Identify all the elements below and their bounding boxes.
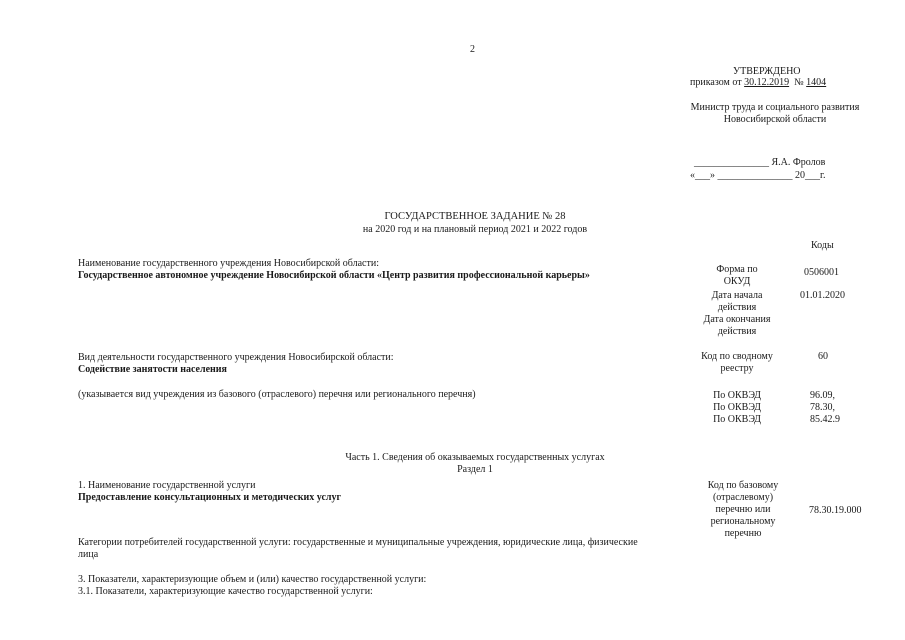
base-list-label-5: перечню: [724, 528, 762, 539]
assignment-subtitle: на 2020 год и на плановый период 2021 и 2022 годов: [362, 223, 588, 235]
okud-label-2: ОКУД: [723, 276, 751, 287]
start-date-value: 01.01.2020: [800, 290, 845, 301]
approval-order-no-prefix: №: [794, 77, 807, 88]
approval-date-line: «___» _______________ 20___г.: [690, 170, 826, 181]
assignment-title-main: ГОСУДАРСТВЕННОЕ ЗАДАНИЕ № 28: [384, 211, 566, 222]
signature-line: [694, 157, 825, 169]
assignment-title: [250, 211, 700, 236]
institution-name: Государственное автономное учреждение Новосибирской области «Центр развития профессиональной карьеры»: [78, 270, 590, 281]
registry-label: [697, 351, 777, 375]
end-date-label-1: Дата окончания: [703, 314, 771, 325]
start-date-label-2: действия: [717, 302, 757, 313]
okud-label-1: Форма по: [716, 264, 758, 275]
okved-values: [810, 390, 840, 426]
approval-order-no: 1404: [806, 77, 827, 88]
consumers-line-1: Категории потребителей государственной услуги: государственные и муниципальные учреждения, юридические лица, физические: [78, 537, 638, 548]
okud-value: 0506001: [804, 267, 839, 278]
start-date-label: [697, 290, 777, 314]
page-number: 2: [470, 44, 475, 55]
base-list-label: [697, 480, 789, 540]
part-title-main: Часть 1. Сведения об оказываемых государственных услугах: [345, 452, 605, 463]
signature-blank: _______________: [694, 157, 769, 168]
minister-line-2: Новосибирской области: [723, 114, 827, 125]
start-date-label-1: Дата начала: [711, 290, 763, 301]
base-list-label-1: Код по базовому: [707, 480, 779, 491]
part-title: [250, 452, 700, 476]
base-list-label-4: региональному: [710, 516, 776, 527]
approval-order: [690, 77, 826, 89]
base-list-label-2: (отраслевому): [712, 492, 774, 503]
consumers-line-2: лица: [78, 549, 99, 560]
okved-labels: [697, 390, 777, 426]
end-date-label: [697, 314, 777, 338]
base-list-value: 78.30.19.000: [809, 505, 862, 516]
service-name: Предоставление консультационных и методических услуг: [78, 492, 342, 503]
approval-order-date: 30.12.2019: [744, 77, 790, 88]
service-label: 1. Наименование государственной услуги: [78, 480, 256, 491]
okved-label-1: По ОКВЭД: [713, 390, 761, 401]
registry-label-1: Код по сводному: [701, 351, 773, 362]
signer-name: Я.А. Фролов: [769, 157, 826, 168]
registry-label-2: реестру: [720, 363, 754, 374]
okved-value-2: 78.30,: [810, 402, 835, 413]
institution-label: Наименование государственного учреждения Новосибирской области:: [78, 258, 379, 269]
okud-label: [697, 264, 777, 288]
end-date-label-2: действия: [717, 326, 757, 337]
okved-label-2: По ОКВЭД: [713, 402, 761, 413]
activity-note: (указывается вид учреждения из базового (отраслевого) перечня или регионального перечня): [78, 389, 476, 400]
okved-value-1: 96.09,: [810, 390, 835, 401]
activity-label: Вид деятельности государственного учреждения Новосибирской области:: [78, 352, 394, 363]
registry-value: 60: [818, 351, 828, 362]
part-section: Раздел 1: [457, 464, 493, 475]
codes-header: Коды: [811, 240, 834, 251]
quality-heading: 3.1. Показатели, характеризующие качество государственной услуги:: [78, 586, 373, 597]
base-list-label-3: перечню или: [715, 504, 771, 515]
indicators-heading: 3. Показатели, характеризующие объем и (или) качество государственной услуги:: [78, 574, 427, 585]
approval-order-prefix: приказом от: [690, 77, 745, 88]
minister-title: [660, 102, 890, 126]
minister-line-1: Министр труда и социального развития: [690, 102, 860, 113]
approval-title: УТВЕРЖДЕНО: [733, 66, 801, 77]
okved-value-3: 85.42.9: [810, 414, 840, 425]
activity-value: Содействие занятости населения: [78, 364, 227, 375]
okved-label-3: По ОКВЭД: [713, 414, 761, 425]
